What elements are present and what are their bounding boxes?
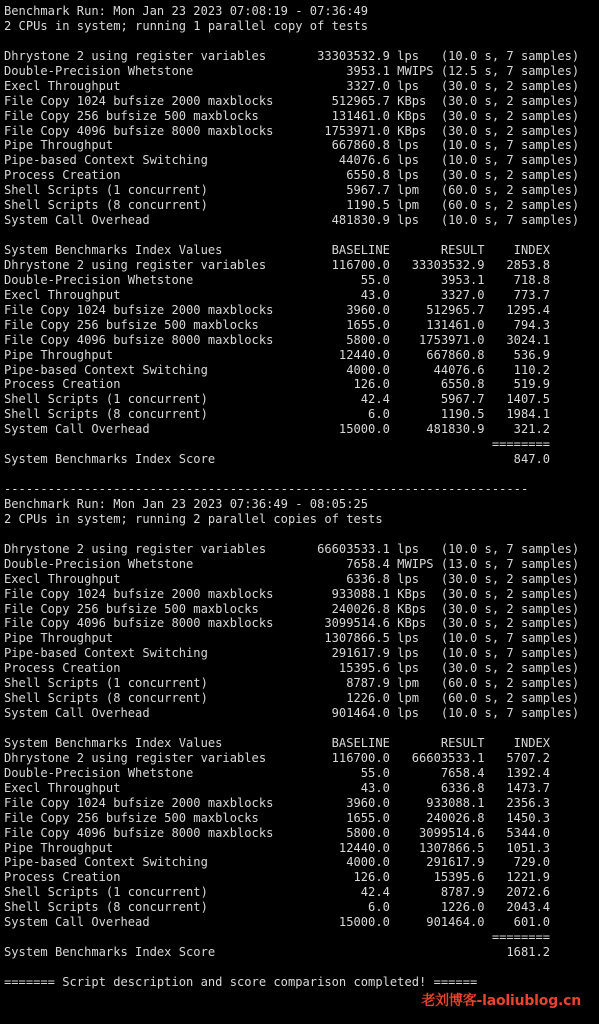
- terminal-line: Benchmark Run: Mon Jan 23 2023 07:08:19 - 07:36:49: [4, 4, 369, 18]
- terminal-line: Shell Scripts (8 concurrent) 6.0 1190.5 1984.1: [4, 407, 551, 422]
- terminal-line: Execl Throughput 3327.0 lps (30.0 s, 2 samples): [4, 78, 580, 93]
- terminal-line: Process Creation 15395.6 lps (30.0 s, 2 samples): [4, 661, 580, 676]
- terminal-line: Double-Precision Whetstone 55.0 3953.1 718.8: [4, 272, 551, 287]
- terminal-line: Shell Scripts (8 concurrent) 1190.5 lpm (60.0 s, 2 samples): [4, 198, 580, 213]
- terminal-line: Dhrystone 2 using register variables 33303532.9 lps (10.0 s, 7 samples): [4, 48, 580, 63]
- terminal-output: [4, 4, 599, 990]
- terminal-line: System Benchmarks Index Score 847.0: [4, 452, 551, 467]
- terminal-line: File Copy 256 bufsize 500 maxblocks 1655.0 240026.8 1450.3: [4, 810, 551, 825]
- terminal-line: [4, 228, 599, 243]
- terminal-line: File Copy 1024 bufsize 2000 maxblocks 3960.0 933088.1 2356.3: [4, 795, 551, 810]
- terminal-line: Pipe Throughput 1307866.5 lps (10.0 s, 7 samples): [4, 631, 580, 646]
- terminal-line: Pipe Throughput 12440.0 667860.8 536.9: [4, 347, 551, 362]
- terminal-line: Pipe-based Context Switching 291617.9 lps (10.0 s, 7 samples): [4, 646, 580, 661]
- terminal-line: Dhrystone 2 using register variables 116700.0 66603533.1 5707.2: [4, 750, 551, 765]
- terminal-line: File Copy 4096 bufsize 8000 maxblocks 5800.0 3099514.6 5344.0: [4, 825, 551, 840]
- terminal-line: [4, 527, 599, 542]
- terminal-line: Shell Scripts (8 concurrent) 6.0 1226.0 2043.4: [4, 900, 551, 915]
- terminal-line: Pipe-based Context Switching 4000.0 291617.9 729.0: [4, 855, 551, 870]
- terminal-line: 2 CPUs in system; running 2 parallel copies of tests: [4, 511, 383, 526]
- terminal-line: Dhrystone 2 using register variables 66603533.1 lps (10.0 s, 7 samples): [4, 541, 580, 556]
- terminal-line: File Copy 256 bufsize 500 maxblocks 240026.8 KBps (30.0 s, 2 samples): [4, 601, 580, 616]
- terminal-line: [4, 721, 599, 736]
- terminal-line: Shell Scripts (1 concurrent) 5967.7 lpm (60.0 s, 2 samples): [4, 183, 580, 198]
- terminal-line: Double-Precision Whetstone 3953.1 MWIPS (12.5 s, 7 samples): [4, 63, 580, 78]
- terminal-line: File Copy 4096 bufsize 8000 maxblocks 3099514.6 KBps (30.0 s, 2 samples): [4, 616, 580, 631]
- terminal-line: Double-Precision Whetstone 55.0 7658.4 1392.4: [4, 765, 551, 780]
- terminal-line: File Copy 1024 bufsize 2000 maxblocks 512965.7 KBps (30.0 s, 2 samples): [4, 93, 580, 108]
- terminal-line: System Benchmarks Index Score 1681.2: [4, 945, 551, 960]
- terminal-line: Pipe-based Context Switching 44076.6 lps (10.0 s, 7 samples): [4, 153, 580, 168]
- terminal-line: System Call Overhead 481830.9 lps (10.0 s, 7 samples): [4, 213, 580, 228]
- terminal-line: ======= Script description and score comparison completed! ======: [4, 974, 478, 989]
- terminal-line: Dhrystone 2 using register variables 116700.0 33303532.9 2853.8: [4, 257, 551, 272]
- terminal-line: ========: [4, 930, 551, 945]
- terminal-line: Shell Scripts (1 concurrent) 42.4 5967.7 1407.5: [4, 392, 551, 407]
- terminal-line: System Call Overhead 901464.0 lps (10.0 s, 7 samples): [4, 706, 580, 721]
- terminal-line: [4, 34, 599, 49]
- terminal-line: Process Creation 126.0 6550.8 519.9: [4, 377, 551, 392]
- terminal-line: File Copy 256 bufsize 500 maxblocks 131461.0 KBps (30.0 s, 2 samples): [4, 108, 580, 123]
- terminal-line: [4, 960, 599, 975]
- terminal-line: Execl Throughput 43.0 6336.8 1473.7: [4, 780, 551, 795]
- terminal-line: File Copy 256 bufsize 500 maxblocks 1655.0 131461.0 794.3: [4, 317, 551, 332]
- terminal-line: Pipe Throughput 12440.0 1307866.5 1051.3: [4, 840, 551, 855]
- terminal-line: ------------------------------------------------------------------------: [4, 482, 529, 496]
- terminal-line: Process Creation 6550.8 lps (30.0 s, 2 samples): [4, 168, 580, 183]
- terminal-line: Benchmark Run: Mon Jan 23 2023 07:36:49 - 08:05:25: [4, 496, 369, 511]
- terminal-line: Shell Scripts (1 concurrent) 8787.9 lpm (60.0 s, 2 samples): [4, 676, 580, 691]
- terminal-line: File Copy 4096 bufsize 8000 maxblocks 1753971.0 KBps (30.0 s, 2 samples): [4, 123, 580, 138]
- terminal-line: Execl Throughput 43.0 3327.0 773.7: [4, 287, 551, 302]
- terminal-line: ========: [4, 437, 551, 452]
- terminal-line: File Copy 1024 bufsize 2000 maxblocks 933088.1 KBps (30.0 s, 2 samples): [4, 586, 580, 601]
- terminal-line: System Call Overhead 15000.0 481830.9 321.2: [4, 422, 551, 437]
- terminal-line: Double-Precision Whetstone 7658.4 MWIPS (13.0 s, 7 samples): [4, 556, 580, 571]
- terminal-line: System Call Overhead 15000.0 901464.0 601.0: [4, 915, 551, 930]
- terminal-line: Pipe Throughput 667860.8 lps (10.0 s, 7 samples): [4, 138, 580, 153]
- terminal-line: Process Creation 126.0 15395.6 1221.9: [4, 870, 551, 885]
- terminal-line: [4, 467, 599, 482]
- terminal-line: File Copy 4096 bufsize 8000 maxblocks 5800.0 1753971.0 3024.1: [4, 332, 551, 347]
- terminal-line: System Benchmarks Index Values BASELINE RESULT INDEX: [4, 243, 551, 257]
- terminal-line: Pipe-based Context Switching 4000.0 44076.6 110.2: [4, 362, 551, 377]
- terminal-line: File Copy 1024 bufsize 2000 maxblocks 3960.0 512965.7 1295.4: [4, 302, 551, 317]
- terminal-line: 2 CPUs in system; running 1 parallel copy of tests: [4, 18, 369, 33]
- terminal-line: System Benchmarks Index Values BASELINE RESULT INDEX: [4, 735, 551, 750]
- terminal-line: Execl Throughput 6336.8 lps (30.0 s, 2 samples): [4, 571, 580, 586]
- watermark-logo: 老刘博客-laoliublog.cn: [421, 993, 581, 1009]
- terminal-line: Shell Scripts (8 concurrent) 1226.0 lpm (60.0 s, 2 samples): [4, 691, 580, 706]
- terminal-line: Shell Scripts (1 concurrent) 42.4 8787.9 2072.6: [4, 885, 551, 900]
